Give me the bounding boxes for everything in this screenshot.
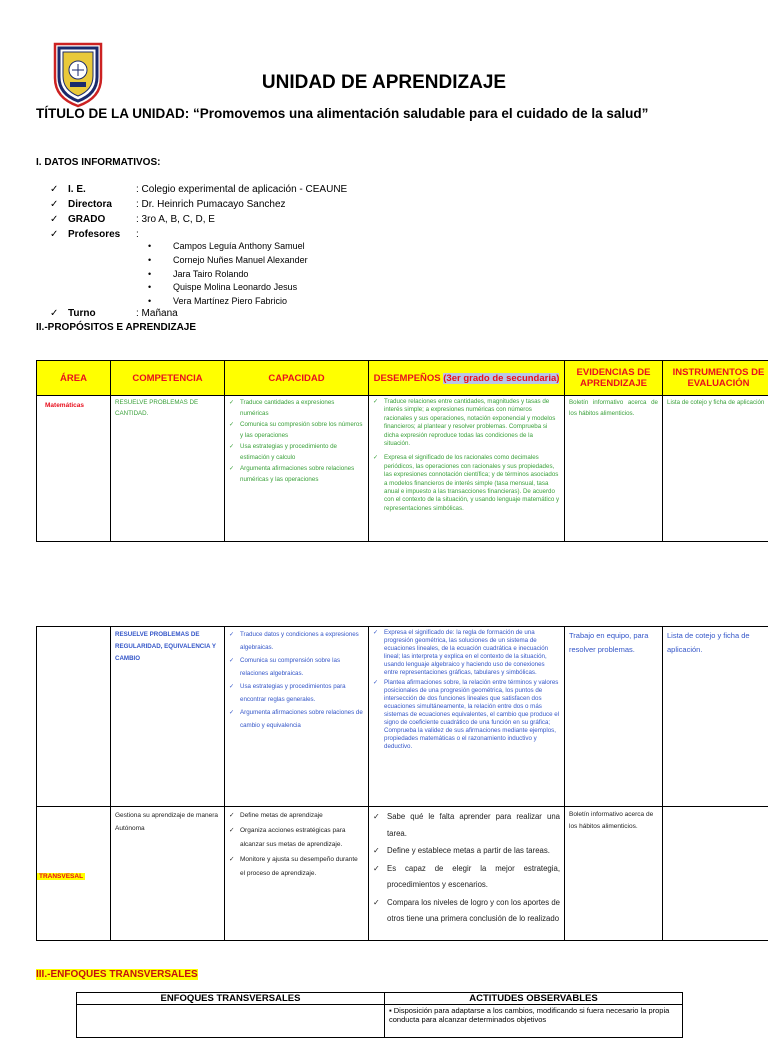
header-instrumentos: INSTRUMENTOS DE EVALUACIÓN: [663, 361, 768, 396]
propositos-table-1: [36, 360, 768, 542]
row3-desempenos: [369, 807, 565, 941]
actitud-cell: ▪ Disposición para adaptarse a los cambios, modificando si fuera necesario la propia conducta para alcanzar determinados objetivos: [385, 1005, 683, 1038]
header-area: ÁREA: [37, 361, 111, 396]
row1-area: [37, 396, 111, 542]
header-capacidad: CAPACIDAD: [225, 361, 369, 396]
unit-title: TÍTULO DE LA UNIDAD: “Promovemos una alimentación saludable para el cuidado de la salud”: [36, 106, 648, 121]
director-value: : Dr. Heinrich Pumacayo Sanchez: [136, 197, 286, 212]
document-title: UNIDAD DE APRENDIZAJE: [0, 72, 768, 94]
row3-area: [37, 807, 111, 941]
competencia-text: RESUELVE PROBLEMAS DE CANTIDAD.: [111, 396, 224, 421]
actitud-item: Disposición para adaptarse a los cambios, modificando si fuera necesario la propia conducta para alcanzar determinados objetivos: [389, 1006, 669, 1024]
propositos-table-2: [36, 626, 768, 941]
row1-competencia: [111, 396, 225, 542]
ie-value: : Colegio experimental de aplicación - CEAUNE: [136, 182, 347, 197]
row3-evidencias: [565, 807, 663, 941]
enfoques-header: ENFOQUES TRANSVERSALES: [77, 993, 385, 1005]
grado-value: : 3ro A, B, C, D, E: [136, 212, 215, 227]
teacher-list: [148, 240, 308, 309]
row3-instrumentos: [663, 807, 768, 941]
teacher-item: • Cornejo Nuñes Manuel Alexander: [148, 254, 308, 268]
row1-instrumentos: [663, 396, 768, 542]
capacidad-item: ✓ Traduce datos y condiciones a expresiones algebraicas.: [229, 629, 364, 654]
desempeno-item: ✓ Expresa el significado de: la regla de formación de una progresión geométrica, las soluciones de un sistema de ecuaciones lineales, de la ecuación cuadrática e inecuación lineal; las interpreta y explica en el contexto de la situación, usando lenguaje algebraico y haciendo uso de conexiones entre representaciones gráficas, tabulares y simbólicas.: [373, 629, 560, 678]
capacidad-item: ✓ Organiza acciones estratégicas para alcanzar sus metas de aprendizaje.: [229, 824, 364, 852]
capacidad-item: ✓ Traduce cantidades a expresiones numéricas: [229, 398, 364, 419]
row1-capacidad: [225, 396, 369, 542]
director-label: Directora: [68, 197, 112, 212]
evidencia-text: Boletín informativo acerca de los hábitos alimenticios.: [565, 807, 662, 835]
evidencia-text: Boletín informativo acerca de los hábitos alimenticios.: [565, 396, 662, 421]
instrumento-text: Lista de cotejo y ficha de aplicación.: [663, 627, 768, 659]
section-heading-datos: I. DATOS INFORMATIVOS:: [36, 157, 160, 168]
capacidad-item: ✓ Comunica su comprensión sobre las relaciones algebraicas.: [229, 655, 364, 680]
row2-competencia: [111, 627, 225, 807]
area-transversal: TRANSVESAL: [37, 873, 85, 880]
row2-area: [37, 627, 111, 807]
section-heading-enfoques-text: III.-ENFOQUES TRANSVERSALES: [36, 969, 198, 980]
capacidad-item: ✓ Usa estrategias y procedimiento de estimación y calculo: [229, 442, 364, 463]
header-evidencias: EVIDENCIAS DE APRENDIZAJE: [565, 361, 663, 396]
grado-label: GRADO: [68, 212, 105, 227]
desempeno-item: ✓ Expresa el significado de los racionales como decimales periódicos, las operaciones con racionales y sus propiedades, las expresiones connotación científica; y de términos asociados a modelos financieros de interés simple (tasa mensual, tasa anual e impuesto a las transacciones financieras). De acuerdo con el contexto de la situación, y usando lenguaje matemático y representaciones simbólicas.: [373, 454, 560, 513]
desempeno-item: ✓ Compara los niveles de logro y con los aportes de otros tiene una primera conclusión de lo realizado: [373, 895, 560, 928]
instrumento-text: Lista de cotejo y ficha de aplicación: [663, 396, 768, 411]
teacher-item: • Vera Martínez Piero Fabricio: [148, 295, 308, 309]
section-heading-propositos: II.-PROPÓSITOS E APRENDIZAJE: [36, 322, 196, 333]
actitudes-header: ACTITUDES OBSERVABLES: [385, 993, 683, 1005]
row1-desempenos: [369, 396, 565, 542]
desempeno-item: ✓ Sabe qué le falta aprender para realizar una tarea.: [373, 809, 560, 842]
capacidad-item: ✓ Define metas de aprendizaje: [229, 809, 364, 823]
row3-capacidad: [225, 807, 369, 941]
desempeno-item: ✓ Es capaz de elegir la mejor estrategia, procedimientos y escenarios.: [373, 861, 560, 894]
area-matematicas: Matemáticas: [37, 396, 110, 415]
header-desempenos: [369, 361, 565, 396]
section-heading-enfoques: [36, 969, 198, 980]
turno-value: : Mañana: [136, 308, 178, 319]
capacidad-item: ✓ Comunica su compresión sobre los números y las operaciones: [229, 420, 364, 441]
teacher-item: • Jara Tairo Rolando: [148, 268, 308, 282]
instrumento-text: [663, 807, 768, 811]
desempeno-item: ✓ Plantea afirmaciones sobre, la relación entre términos y valores posicionales de una progresión geométrica, los puntos de intersección de dos funciones lineales que satisfacen dos ecuaciones simultáneamente, la relación entre dos o más sistemas de ecuaciones equivalentes, el cambio que produce el signo de coeficiente cuadrático de una función en su gráfica; Comprueba la validez de sus afirmaciones mediante ejemplos, propiedades matemáticas o el razonamiento inductivo y deductivo.: [373, 679, 560, 752]
turno-label: Turno: [68, 308, 136, 319]
row2-instrumentos: [663, 627, 768, 807]
profesores-label: Profesores: [68, 227, 120, 242]
competencia-text: Gestiona su aprendizaje de manera Autónoma: [111, 807, 224, 837]
row2-capacidad: [225, 627, 369, 807]
desempeno-item: ✓ Define y establece metas a partir de las tareas.: [373, 843, 560, 860]
row2-evidencias: [565, 627, 663, 807]
header-desempenos-grade: (3er grado de secundaria): [443, 373, 559, 384]
teacher-item: • Campos Leguía Anthony Samuel: [148, 240, 308, 254]
row2-desempenos: [369, 627, 565, 807]
row1-evidencias: [565, 396, 663, 542]
capacidad-item: ✓ Argumenta afirmaciones sobre relaciones de cambio y equivalencia: [229, 707, 364, 732]
enfoques-table: [76, 992, 683, 1038]
enfoque-cell: [77, 1005, 385, 1038]
competencia-text: RESUELVE PROBLEMAS DE REGULARIDAD, EQUIVALENCIA Y CAMBIO: [111, 627, 224, 667]
header-desempenos-label: DESEMPEÑOS: [374, 373, 444, 384]
capacidad-item: ✓ Monitore y ajusta su desempeño durante el proceso de aprendizaje.: [229, 853, 364, 881]
row3-competencia: [111, 807, 225, 941]
ie-label: I. E.: [68, 182, 86, 197]
capacidad-item: ✓ Argumenta afirmaciones sobre relaciones numéricas y las operaciones: [229, 464, 364, 485]
teacher-item: • Quispe Molina Leonardo Jesus: [148, 281, 308, 295]
info-row-turno: ✓ Turno : Mañana: [50, 308, 178, 319]
profesores-value: :: [136, 227, 139, 242]
desempeno-item: ✓ Traduce relaciones entre cantidades, magnitudes y tasas de interés simple; a expresiones numéricas con números racionales y sus operaciones, notación exponencial y modelos financieros; al plantear y resolver problemas. Comprueba si dicha expresión reproduce todas las condiciones de la situación.: [373, 398, 560, 448]
capacidad-item: ✓ Usa estrategias y procedimientos para encontrar reglas generales.: [229, 681, 364, 706]
header-competencia: COMPETENCIA: [111, 361, 225, 396]
evidencia-text: Trabajo en equipo, para resolver problemas.: [565, 627, 662, 659]
